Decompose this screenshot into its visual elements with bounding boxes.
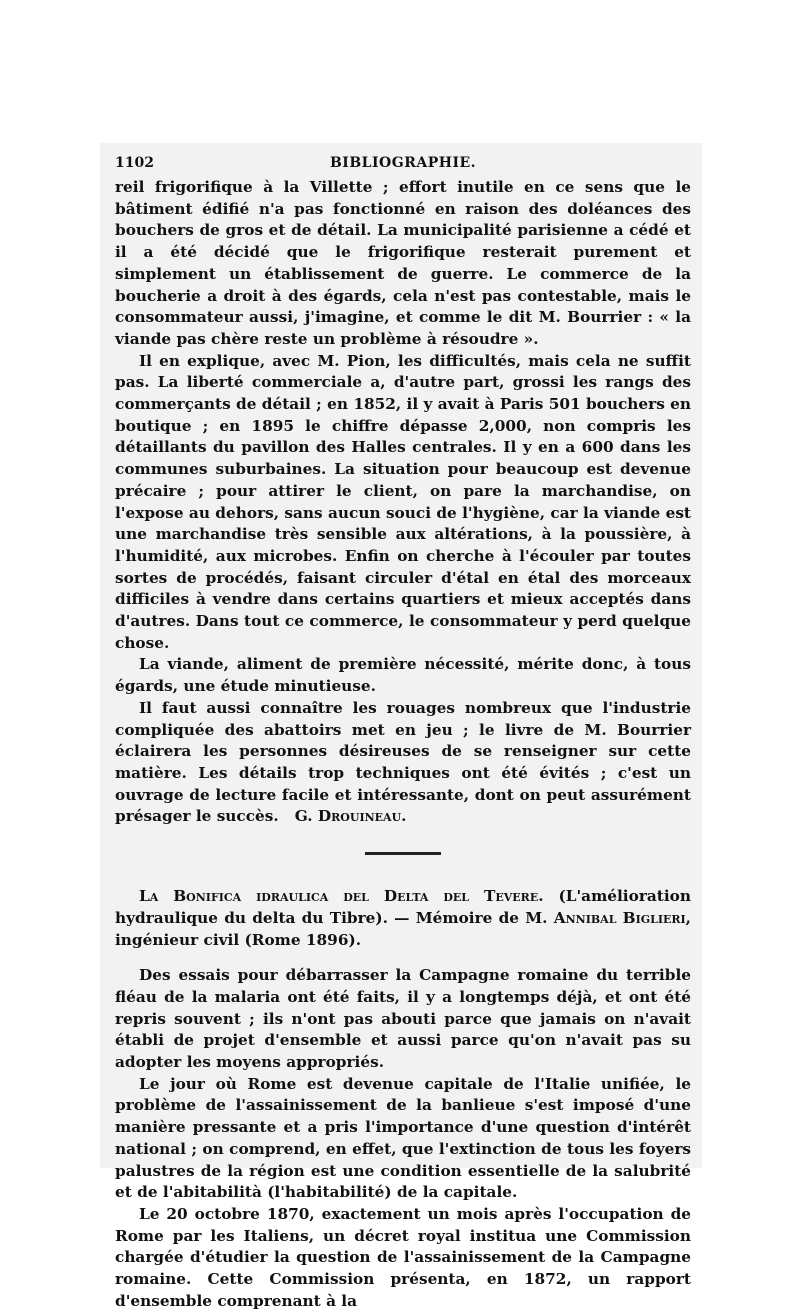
page-number: 1102 bbox=[115, 155, 154, 171]
section-divider bbox=[365, 852, 441, 855]
review2-paragraph-2: Le jour où Rome est devenue capitale de l'Italie unifiée, le problème de l'assainissement de la banlieue s'est imposé d'une manière pressante et a pris l'importance d'une question d'intérêt national ; on comprend, en effet, que l'extinction de tous les foyers palustres de la région est une condition essentielle de la salubrité et de l'abitabilità (l'habitabilité) de la capitale. bbox=[115, 1074, 691, 1202]
review2-title-end: , ingénieur civil (Rome 1896). bbox=[115, 908, 691, 949]
review1-paragraph-2: Il en explique, avec M. Pion, les difficultés, mais cela ne suffit pas. La liberté commerciale a, d'autre part, grossi les rangs des commerçants de détail ; en 1852, il y avait à Paris 501 bouchers en boutique ; en 1895 le chiffre dépasse 2,000, non compris les détaillants du pavillon des Halles centrales. Il y en a 600 dans les communes suburbaines. La situation pour beaucoup est devenue précaire ; pour attirer le client, on pare la marchandise, on l'expose au dehors, sans aucun souci de l'hygiène, car la viande est une marchandise très sensible aux altérations, à la poussière, à l'humidité, aux microbes. Enfin on cherche à l'écouler par toutes sortes de procédés, faisant circuler d'étal en étal des morceaux difficiles à vendre dans certains quartiers et mieux acceptés dans d'autres. Dans tout ce commerce, le consommateur y perd quelque chose. bbox=[115, 351, 691, 652]
review2-spacer bbox=[115, 951, 691, 965]
review1-paragraph-4-text: Il faut aussi connaître les rouages nombreux que l'industrie compliquée des abattoirs met en jeu ; le livre de M. Bourrier éclairera les personnes désireuses de se renseigner sur cette matière. Les détails trop techniques ont été évités ; c'est un ouvrage de lecture facile et intéressante, dont on peut assurément présager le succès. bbox=[115, 698, 691, 826]
review1-paragraph-1: reil frigorifique à la Villette ; effort inutile en ce sens que le bâtiment édifié n'a pas fonctionné en raison des doléances des bouchers de gros et de détail. La municipalité parisienne a cédé et il a été décidé que le frigorifique resterait purement et simplement un établissement de guerre. Le commerce de la boucherie a droit à des égards, cela n'est pas contestable, mais le consommateur aussi, j'imagine, et comme le dit M. Bourrier : « la viande pas chère reste un problème à résoudre ». bbox=[115, 178, 691, 348]
review1-paragraph-4 bbox=[115, 698, 691, 828]
review2-heading bbox=[115, 886, 691, 951]
review1-paragraph-3: La viande, aliment de première nécessité, mérite donc, à tous égards, une étude minutieuse. bbox=[115, 655, 691, 696]
running-head: BIBLIOGRAPHIE. bbox=[329, 155, 477, 171]
page-content bbox=[115, 147, 691, 1312]
page-header bbox=[115, 147, 691, 177]
review2-title-rest: (L'amélioration hydraulique du delta du Tibre). — Mémoire de M. bbox=[115, 887, 691, 927]
review2-paragraph-1: Des essais pour débarrasser la Campagne romaine du terrible fléau de la malaria ont été faits, il y a longtemps déjà, et ont été repris souvent ; ils n'ont pas abouti parce que jamais on n'avait établi de projet d'ensemble et aussi parce qu'on n'avait pas su adopter les moyens appropriés. bbox=[115, 966, 691, 1072]
review2-title: La Bonifica idraulica del Delta del Tevere. bbox=[139, 887, 544, 906]
review1-signature: G. Drouineau. bbox=[294, 807, 407, 826]
review2-paragraph-3: Le 20 octobre 1870, exactement un mois après l'occupation de Rome par les Italiens, un décret royal institua une Commission chargée d'étudier la question de l'assainissement de la Campagne romaine. Cette Commission présenta, en 1872, un rapport d'ensemble comprenant à la bbox=[115, 1204, 691, 1310]
review2-author: Annibal Biglieri bbox=[553, 908, 686, 927]
